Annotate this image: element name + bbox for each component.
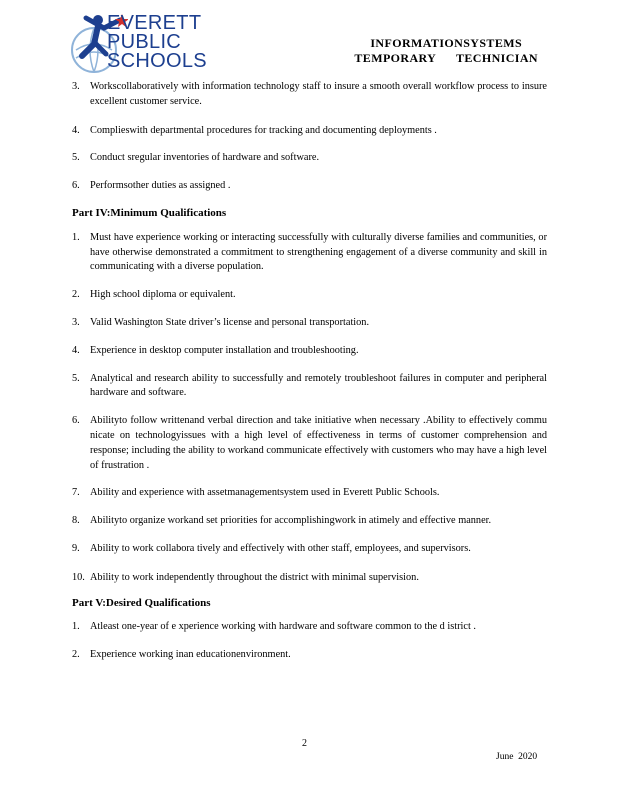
logo-line-1: EVERETT bbox=[107, 12, 202, 34]
item-text: Must have experience working or interacting successfully with culturally diverse families and communities, or have otherwise demonstrated a commitment to strengthening engagement of a diverse community and skill in communicating with a diverse population. bbox=[90, 231, 547, 273]
item-text: Workscollaboratively with information technology staff to insure a smooth overall workflow process to insure excellent customer service. bbox=[90, 81, 547, 107]
list-item bbox=[72, 80, 547, 110]
footer-date: June 2020 bbox=[496, 752, 538, 762]
list-item bbox=[72, 571, 547, 586]
list-item bbox=[72, 620, 547, 635]
item-text: Abilityto follow writtenand verbal direction and take initiative when necessary .Ability to effectively commu nicate on technologyissues with a high level of effectiveness in terms of customer comprehension and response; including the ability to workand communicate effectively with customers who may have a high level of frustration . bbox=[90, 415, 547, 471]
item-text: Abilityto organize workand set priorities for accomplishingwork in atimely and effective manner. bbox=[90, 515, 492, 527]
item-number: 6. bbox=[72, 180, 80, 192]
list-item bbox=[72, 542, 547, 557]
list-item bbox=[72, 648, 547, 663]
item-text: Experience in desktop computer installation and troubleshooting. bbox=[90, 344, 359, 356]
item-text: Performsother duties as assigned . bbox=[90, 180, 231, 192]
list-item bbox=[72, 151, 547, 166]
item-number: 10. bbox=[72, 571, 85, 583]
list-item bbox=[72, 486, 547, 501]
item-number: 9. bbox=[72, 542, 80, 554]
item-text: Complieswith departmental procedures for tracking and documenting deployments . bbox=[90, 124, 437, 136]
item-text: Conduct sregular inventories of hardware and software. bbox=[90, 152, 320, 164]
logo-wordmark bbox=[107, 14, 207, 71]
item-text: Ability to work collabora tively and effectively with other staff, employees, and supervisors. bbox=[90, 542, 471, 554]
item-number: 3. bbox=[72, 81, 80, 92]
logo-line-3: SCHOOLS bbox=[107, 50, 207, 72]
item-text: Atleast one-year of e xperience working with hardware and software common to the d istrict . bbox=[90, 621, 476, 633]
list-item bbox=[72, 231, 547, 275]
section-heading-part-5: Part V:Desired Qualifications bbox=[72, 596, 211, 609]
item-number: 4. bbox=[72, 344, 80, 356]
item-text: Analytical and research ability to successfully and remotely troubleshoot failures in computer and peripheral hardware and software. bbox=[90, 372, 547, 399]
item-number: 4. bbox=[72, 124, 80, 136]
list-item bbox=[72, 372, 547, 402]
document-title bbox=[354, 36, 538, 66]
item-number: 6. bbox=[72, 415, 80, 427]
item-text: Ability and experience with assetmanagementsystem used in Everett Public Schools. bbox=[90, 487, 440, 499]
item-text: Ability to work independently throughout the district with minimal supervision. bbox=[90, 571, 419, 583]
logo-line-2: PUBLIC bbox=[107, 31, 182, 53]
item-text: Experience working inan educationenvironment. bbox=[90, 649, 291, 661]
list-item bbox=[72, 288, 547, 303]
item-number: 5. bbox=[72, 152, 80, 164]
list-item bbox=[72, 179, 547, 194]
item-number: 3. bbox=[72, 316, 80, 328]
list-item bbox=[72, 124, 547, 139]
page-number: 2 bbox=[302, 738, 307, 749]
item-number: 7. bbox=[72, 487, 80, 499]
document-body bbox=[72, 80, 547, 663]
item-text: Valid Washington State driver’s license and personal transportation. bbox=[90, 316, 370, 328]
item-text: High school diploma or equivalent. bbox=[90, 289, 236, 301]
item-number: 5. bbox=[72, 372, 80, 384]
everett-public-schools-logo bbox=[68, 10, 240, 80]
list-item bbox=[72, 414, 547, 473]
item-number: 1. bbox=[72, 621, 80, 633]
title-line-1: INFORMATIONSYSTEMS bbox=[370, 36, 523, 50]
section-heading-part-4: Part IV:Minimum Qualifications bbox=[72, 206, 227, 219]
list-item bbox=[72, 316, 547, 331]
item-number: 1. bbox=[72, 231, 80, 243]
list-item bbox=[72, 344, 547, 359]
item-number: 8. bbox=[72, 515, 80, 527]
item-number: 2. bbox=[72, 649, 80, 661]
item-number: 2. bbox=[72, 289, 80, 301]
list-item bbox=[72, 514, 547, 529]
title-line-2: TEMPORARY TECHNICIAN bbox=[354, 51, 538, 65]
